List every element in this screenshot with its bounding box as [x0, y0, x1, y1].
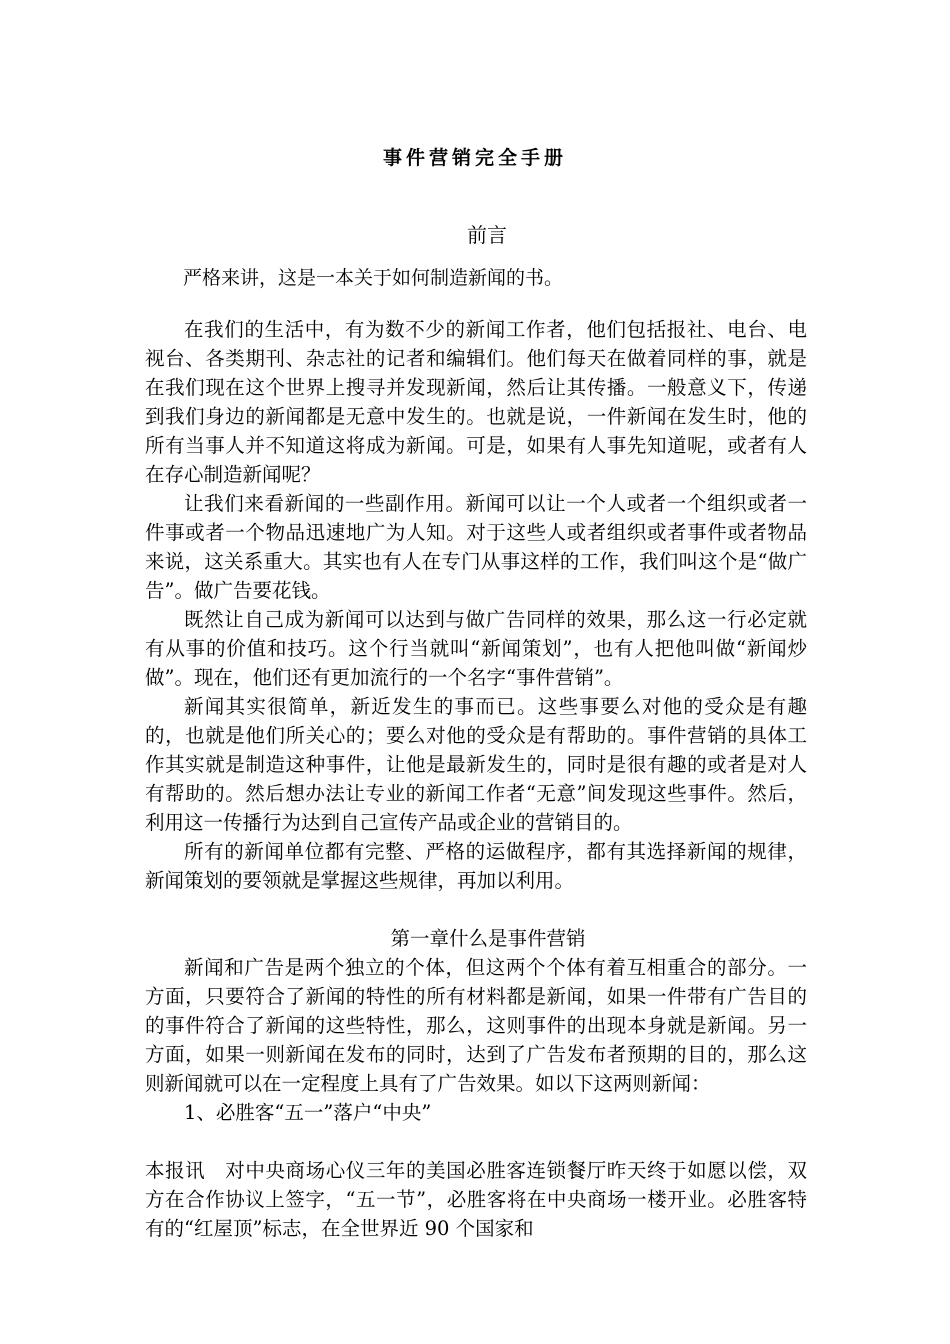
- news-body: 本报讯 对中央商场心仪三年的美国必胜客连锁餐厅昨天终于如愿以偿，双方在合作协议上签字，“五一节”，必胜客将在中央商场一楼开业。必胜客特有的“红屋顶”标志，在全世界近 90 个国家和: [145, 1159, 807, 1240]
- chapter-heading: 第一章什么是事件营销: [390, 927, 586, 950]
- preface-paragraph: 新闻其实很简单，新近发生的事而已。这些事要么对他的受众是有趣的，也就是他们所关心的；要么对他的受众是有帮助的。事件营销的具体工作其实就是制造这种事件，让他是最新发生的，同时是很有趣的或者是对人有帮助的。然后想办法让专业的新闻工作者“无意”间发现这些事件。然后，利用这一传播行为达到自己宣传产品或企业的营销目的。: [145, 695, 807, 834]
- preface-paragraph: 在我们的生活中，有为数不少的新闻工作者，他们包括报社、电台、电视台、各类期刊、杂志社的记者和编辑们。他们每天在做着同样的事，就是在我们现在这个世界上搜寻并发现新闻，然后让其传播。一般意义下，传递到我们身边的新闻都是无意中发生的。也就是说，一件新闻在发生时，他的所有当事人并不知道这将成为新闻。可是，如果有人事先知道呢，或者有人在存心制造新闻呢？: [145, 318, 807, 486]
- news-item-title: 1、必胜客“五一”落户“中央”: [184, 1101, 432, 1124]
- preface-paragraph: 让我们来看新闻的一些副作用。新闻可以让一个人或者一个组织或者一件事或者一个物品迅速地广为人知。对于这些人或者组织或者事件或者物品来说，这关系重大。其实也有人在专门从事这样的工作，我们叫这个是“做广告”。做广告要花钱。: [145, 492, 807, 602]
- document-body: [145, 264, 807, 1243]
- preface-paragraph: 既然让自己成为新闻可以达到与做广告同样的效果，那么这一行必定就有从事的价值和技巧。这个行当就叫“新闻策划”，也有人把他叫做“新闻炒做”。现在，他们还有更加流行的一个名字“事件营销”。: [145, 608, 807, 689]
- chapter-paragraph: 新闻和广告是两个独立的个体，但这两个个体有着互相重合的部分。一方面，只要符合了新闻的特性的所有材料都是新闻，如果一件带有广告目的的事件符合了新闻的这些特性，那么，这则事件的出现本身就是新闻。另一方面，如果一则新闻在发布的同时，达到了广告发布者预期的目的，那么这则新闻就可以在一定程度上具有了广告效果。如以下这两则新闻：: [145, 956, 807, 1095]
- preface-heading: 前言: [467, 223, 507, 247]
- lead-sentence: 严格来讲，这是一本关于如何制造新闻的书。: [183, 267, 564, 289]
- document-title: 事件营销完全手册: [382, 147, 567, 169]
- preface-paragraph: 所有的新闻单位都有完整、严格的运做程序，都有其选择新闻的规律，新闻策划的要领就是掌握这些规律，再加以利用。: [145, 840, 807, 892]
